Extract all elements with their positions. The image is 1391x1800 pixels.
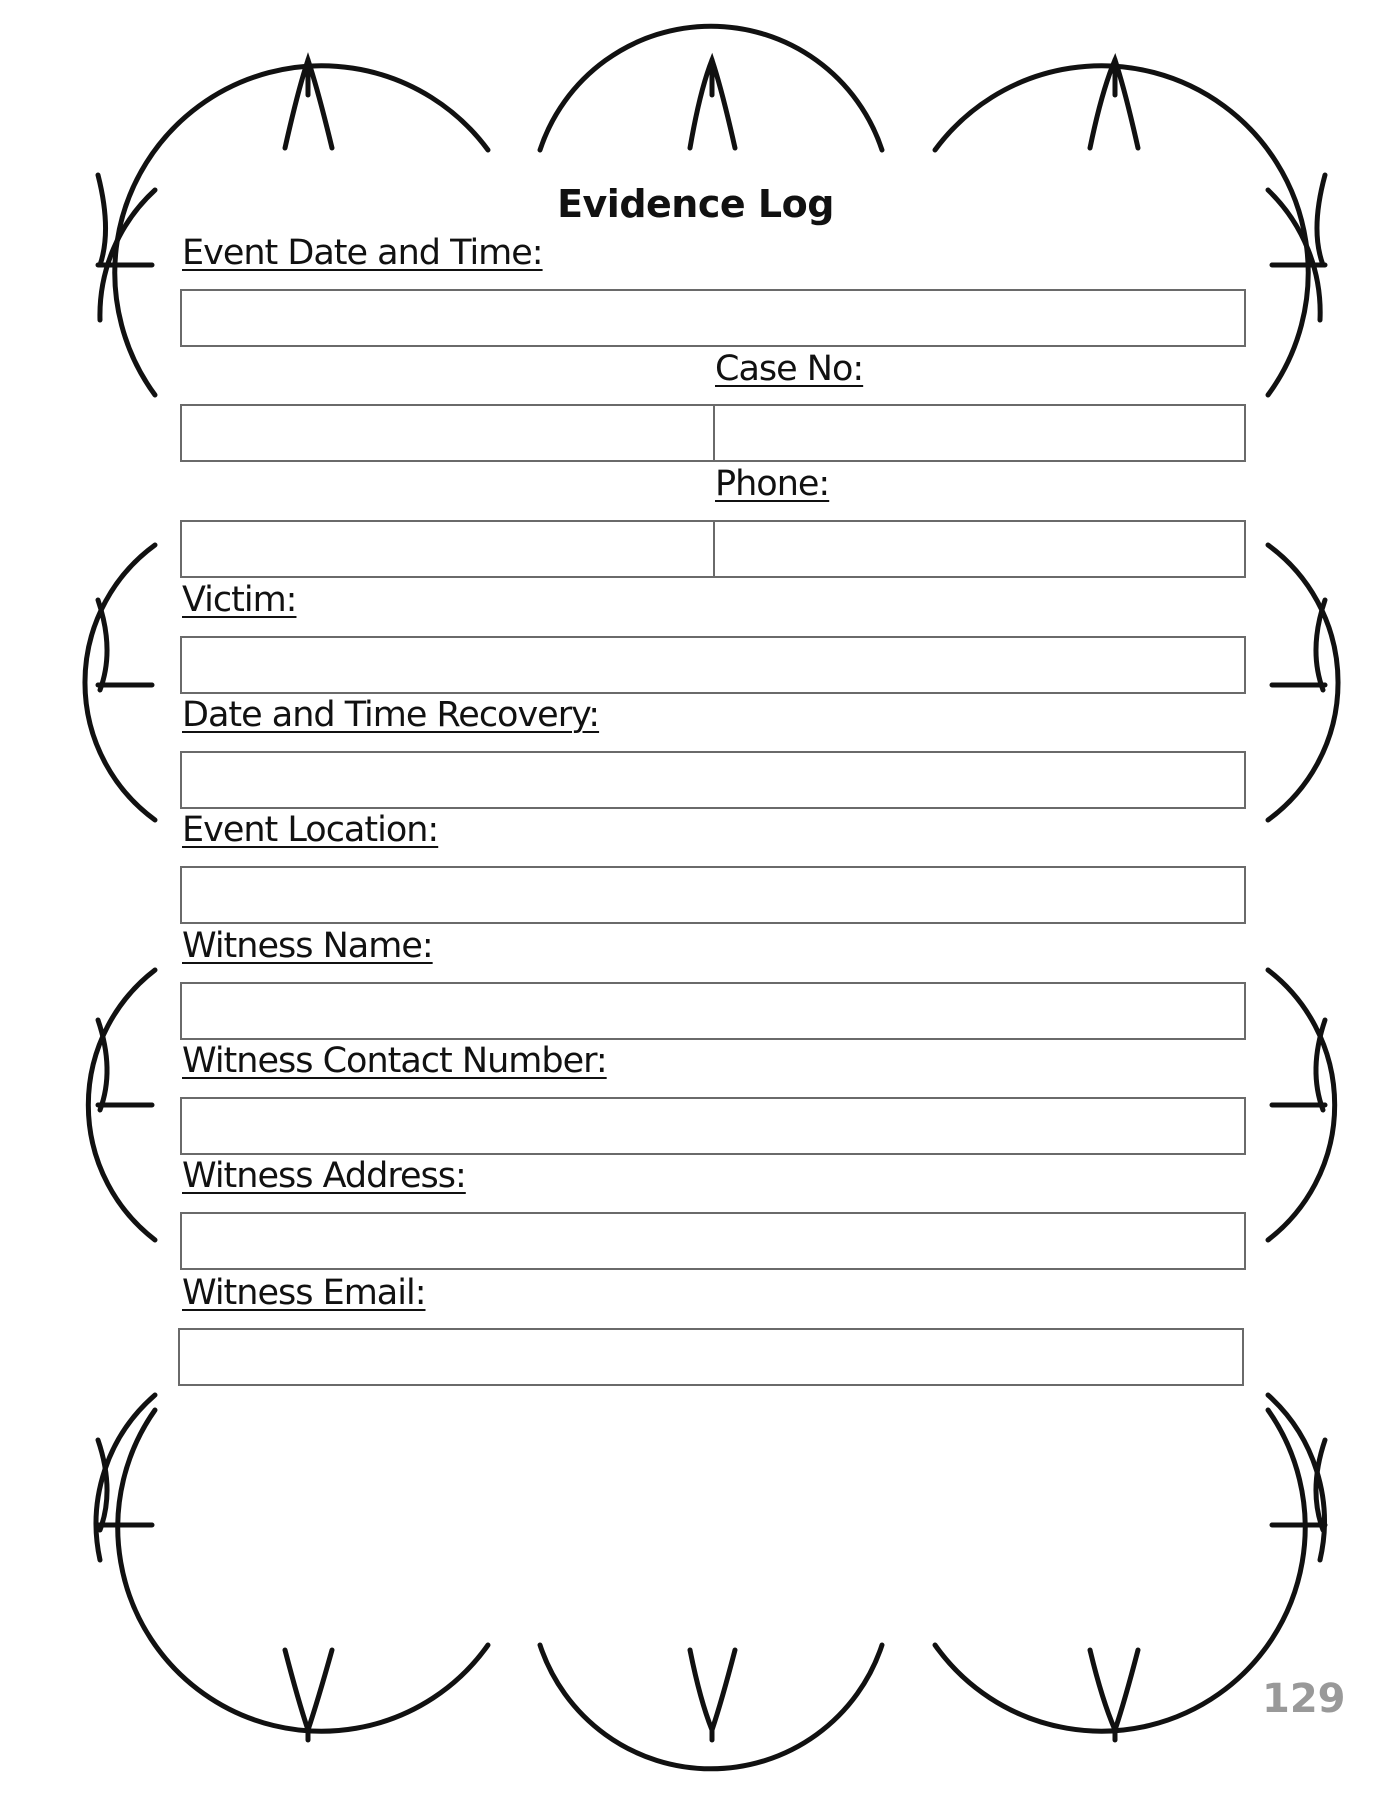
phone-row (180, 520, 1246, 578)
witness-address-field[interactable] (180, 1212, 1246, 1270)
phone-divider (713, 522, 715, 576)
witness-contact-number-field[interactable] (180, 1097, 1246, 1155)
label-witness-name: Witness Name: (182, 926, 433, 966)
label-event-location: Event Location: (182, 810, 439, 850)
label-witness-contact-number: Witness Contact Number: (182, 1041, 607, 1081)
page-number: 129 (1262, 1676, 1346, 1722)
label-case-no: Case No: (715, 349, 864, 389)
victim-field[interactable] (180, 636, 1246, 694)
label-victim: Victim: (182, 580, 297, 620)
label-witness-email: Witness Email: (182, 1273, 426, 1313)
label-date-time-recovery: Date and Time Recovery: (182, 695, 600, 735)
event-date-time-field[interactable] (180, 289, 1246, 347)
label-phone: Phone: (715, 464, 830, 504)
witness-email-field[interactable] (178, 1328, 1244, 1386)
label-witness-address: Witness Address: (182, 1156, 466, 1196)
case-no-row (180, 404, 1246, 462)
label-event-date-time: Event Date and Time: (182, 233, 543, 273)
case-no-divider (713, 406, 715, 460)
witness-name-field[interactable] (180, 982, 1246, 1040)
event-location-field[interactable] (180, 866, 1246, 924)
page-title: Evidence Log (557, 182, 834, 226)
date-time-recovery-field[interactable] (180, 751, 1246, 809)
